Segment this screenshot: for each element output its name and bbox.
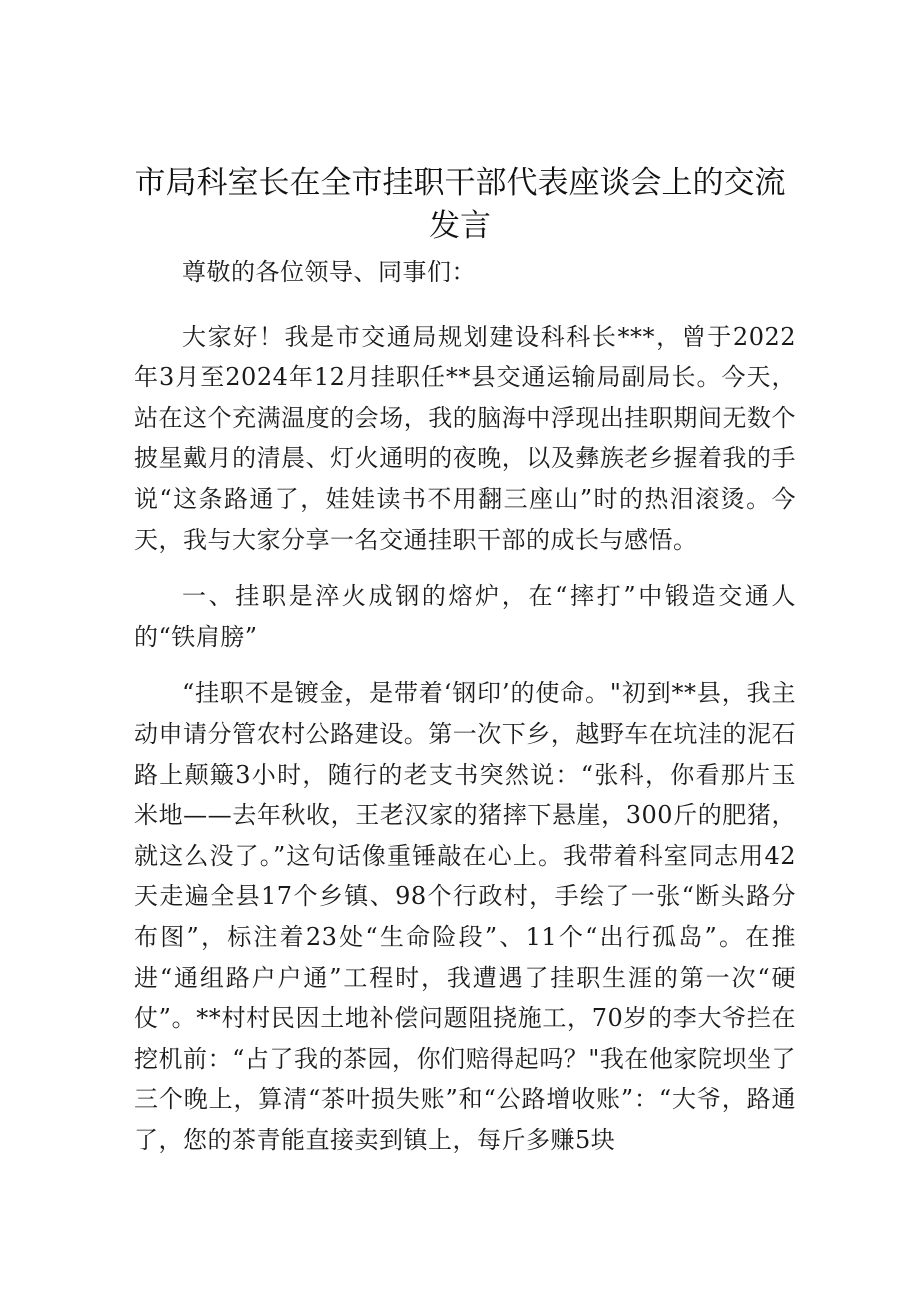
section-heading-1: 一、挂职是淬火成钢的熔炉，在“摔打”中锻造交通人的“铁肩膀” bbox=[134, 582, 796, 651]
paragraph-intro: 大家好！我是市交通局规划建设科科长***，曾于2022年3月至2024年12月挂职任**县交通运输局副局长。今天，站在这个充满温度的会场，我的脑海中浮现出挂职期间无数个披星戴月的清晨、灯火通明的夜晚，以及彝族老乡握着我的手说“这条路通了，娃娃读书不用翻三座山”时的热泪滚烫。今天，我与大家分享一名交通挂职干部的成长与感悟。 bbox=[134, 322, 796, 554]
document-body bbox=[134, 252, 796, 1176]
paragraph-section-1: “挂职不是镀金，是带着‘钢印’的使命。"初到**县，我主动申请分管农村公路建设。第一次下乡，越野车在坑洼的泥石路上颠簸3小时，随行的老支书突然说：“张科，你看那片玉米地——去年秋收，王老汉家的猪摔下悬崖，300斤的肥猪，就这么没了。”这句话像重锤敲在心上。我带着科室同志用42天走遍全县17个乡镇、98个行政村，手绘了一张“断头路分布图”，标注着23处“生命险段”、11个“出行孤岛”。在推进“通组路户户通”工程时，我遭遇了挂职生涯的第一次“硬仗”。**村村民因土地补偿问题阻挠施工，70岁的李大爷拦在挖机前：“占了我的茶园，你们赔得起吗？"我在他家院坝坐了三个晚上，算清“茶叶损失账”和“公路增收账”：“大爷，路通了，您的茶青能直接卖到镇上，每斤多赚5块 bbox=[134, 679, 796, 1154]
document-title: 市局科室长在全市挂职干部代表座谈会上的交流发言 bbox=[134, 165, 786, 244]
salutation: 尊敬的各位领导、同事们： bbox=[182, 258, 476, 286]
